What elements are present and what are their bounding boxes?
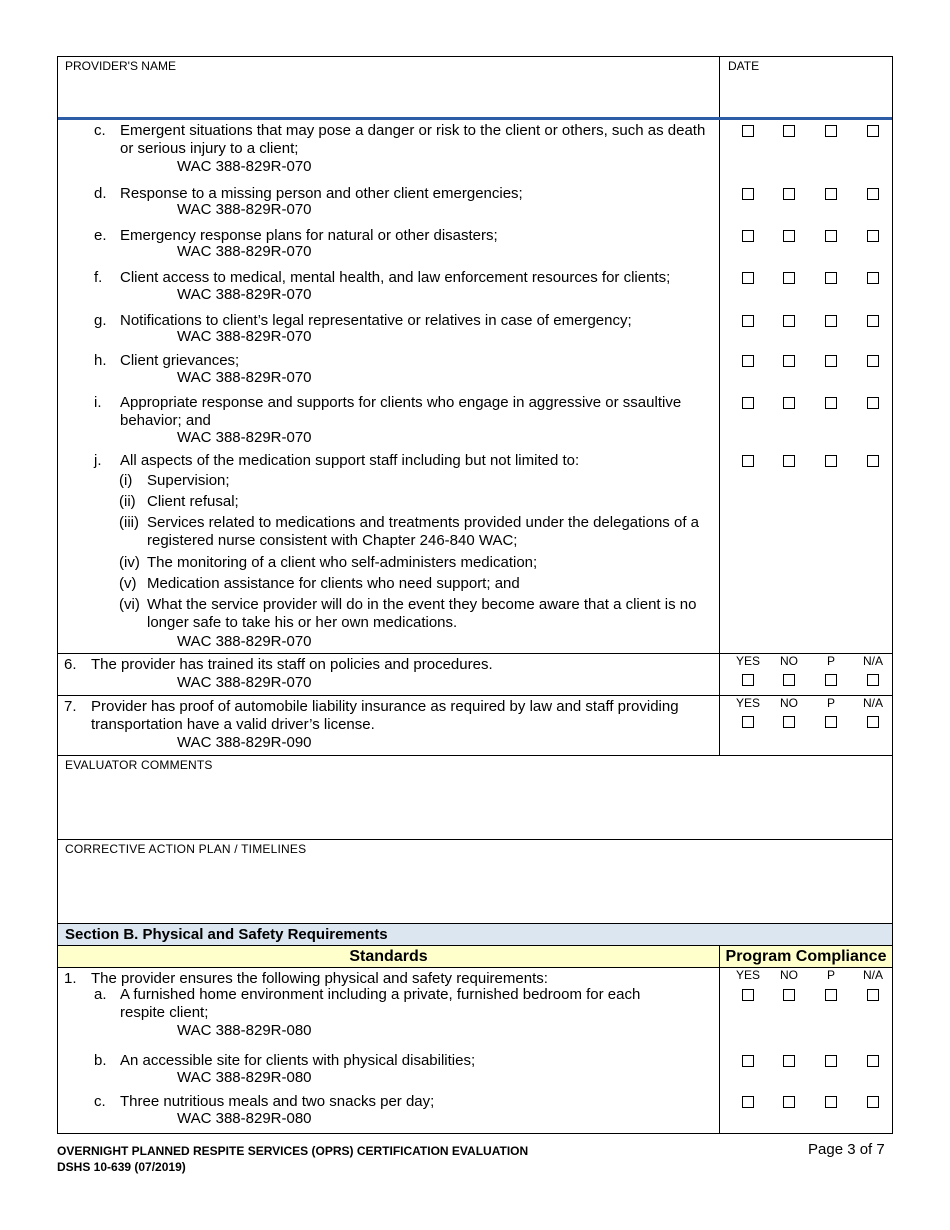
item-text: Response to a missing person and other client emergencies;	[120, 185, 523, 202]
b-item-a-p-checkbox[interactable]	[825, 989, 837, 1001]
evaluator-comments-label: EVALUATOR COMMENTS	[65, 758, 213, 772]
item-h-p-checkbox[interactable]	[825, 355, 837, 367]
item-letter: e.	[94, 227, 107, 244]
item-text: Appropriate response and supports for clients who engage in aggressive or ssaultive behavior; and	[120, 394, 682, 429]
item-i-no-checkbox[interactable]	[783, 397, 795, 409]
b-item-letter: a.	[94, 986, 107, 1003]
item-7-number: 7.	[64, 698, 77, 715]
b-item-1-number: 1.	[64, 970, 77, 987]
b-item-1-col-p: P	[826, 968, 835, 982]
item-text: All aspects of the medication support staff including but not limited to:	[120, 452, 580, 469]
b-item-letter: c.	[94, 1093, 106, 1110]
date-label: DATE	[728, 59, 760, 73]
evaluator-comments-box[interactable]	[58, 755, 892, 839]
item-f-na-checkbox[interactable]	[867, 272, 879, 284]
item-i-p-checkbox[interactable]	[825, 397, 837, 409]
item-7-wac: WAC 388-829R-090	[177, 734, 312, 751]
item-wac: WAC 388-829R-070	[177, 158, 312, 175]
b-item-a-no-checkbox[interactable]	[783, 989, 795, 1001]
item-c-no-checkbox[interactable]	[783, 125, 795, 137]
item-6-col-p: P	[826, 654, 835, 668]
b-item-wac: WAC 388-829R-080	[177, 1110, 312, 1127]
sub-item-number: (ii)	[119, 493, 136, 510]
item-wac: WAC 388-829R-070	[177, 201, 312, 218]
b-item-1-col-no: NO	[780, 968, 798, 982]
b-item-1-col-yes: YES	[735, 968, 760, 982]
b-item-b-no-checkbox[interactable]	[783, 1055, 795, 1067]
item-7-col-yes: YES	[735, 696, 760, 710]
sub-item-text: The monitoring of a client who self-administers medication;	[147, 554, 538, 571]
item-h-na-checkbox[interactable]	[867, 355, 879, 367]
item-h-yes-checkbox[interactable]	[742, 355, 754, 367]
item-e-p-checkbox[interactable]	[825, 230, 837, 242]
item-6-p-checkbox[interactable]	[825, 674, 837, 686]
item-i-na-checkbox[interactable]	[867, 397, 879, 409]
item-d-no-checkbox[interactable]	[783, 188, 795, 200]
standards-header-row	[58, 945, 892, 967]
item-g-no-checkbox[interactable]	[783, 315, 795, 327]
item-e-na-checkbox[interactable]	[867, 230, 879, 242]
section-b-header	[58, 923, 892, 945]
sub-item-text: Services related to medications and treatments provided under the delegations of a registered nurse consistent with Chapter 246-840 WAC;	[147, 514, 699, 549]
item-j-yes-checkbox[interactable]	[742, 455, 754, 467]
item-7-col-p: P	[826, 696, 835, 710]
item-6-col-na: N/A	[862, 654, 883, 668]
item-letter: f.	[94, 269, 103, 286]
section-b-title: Section B. Physical and Safety Requirements	[65, 926, 388, 943]
item-g-p-checkbox[interactable]	[825, 315, 837, 327]
item-e-yes-checkbox[interactable]	[742, 230, 754, 242]
b-item-a-na-checkbox[interactable]	[867, 989, 879, 1001]
item-letter: d.	[94, 185, 107, 202]
b-item-c-na-checkbox[interactable]	[867, 1096, 879, 1108]
footer-title: OVERNIGHT PLANNED RESPITE SERVICES (OPRS) CERTIFICATION EVALUATION	[57, 1144, 529, 1158]
b-item-a-yes-checkbox[interactable]	[742, 989, 754, 1001]
sub-item-text: What the service provider will do in the event they become aware that a client is no longer safe to take his or her own medications.	[147, 596, 697, 631]
item-letter: i.	[94, 394, 102, 411]
b-item-b-na-checkbox[interactable]	[867, 1055, 879, 1067]
b-item-c-p-checkbox[interactable]	[825, 1096, 837, 1108]
page-number: Page 3 of 7	[808, 1141, 885, 1158]
b-item-1-text: The provider ensures the following physical and safety requirements:	[91, 970, 548, 987]
b-item-text: A furnished home environment including a private, furnished bedroom for each respite client;	[120, 986, 641, 1021]
item-letter: c.	[94, 122, 106, 139]
b-item-wac: WAC 388-829R-080	[177, 1022, 312, 1039]
evaluation-form	[57, 56, 893, 1134]
item-c-yes-checkbox[interactable]	[742, 125, 754, 137]
sub-item-number: (vi)	[119, 596, 140, 613]
item-g-yes-checkbox[interactable]	[742, 315, 754, 327]
item-g-na-checkbox[interactable]	[867, 315, 879, 327]
item-text: Emergent situations that may pose a danger or risk to the client or others, such as death or serious injury to a client;	[120, 122, 706, 157]
b-item-wac: WAC 388-829R-080	[177, 1069, 312, 1086]
program-compliance-label: Program Compliance	[725, 948, 887, 965]
item-text: Emergency response plans for natural or other disasters;	[120, 227, 498, 244]
footer-form-id: DSHS 10-639 (07/2019)	[57, 1160, 186, 1174]
item-6-col-yes: YES	[735, 654, 760, 668]
header-row	[58, 57, 892, 117]
item-d-yes-checkbox[interactable]	[742, 188, 754, 200]
b-item-text: An accessible site for clients with physical disabilities;	[120, 1052, 476, 1069]
j-wac: WAC 388-829R-070	[177, 633, 312, 650]
item-7-na-checkbox[interactable]	[867, 716, 879, 728]
b-item-b-p-checkbox[interactable]	[825, 1055, 837, 1067]
corrective-action-box[interactable]	[58, 839, 892, 923]
items-block	[58, 117, 892, 653]
sub-item-number: (i)	[119, 472, 133, 489]
item-text: Client access to medical, mental health, and law enforcement resources for clients;	[120, 269, 671, 286]
standards-label: Standards	[349, 948, 428, 965]
item-6-number: 6.	[64, 656, 77, 673]
corrective-action-label: CORRECTIVE ACTION PLAN / TIMELINES	[65, 842, 307, 856]
item-7-col-na: N/A	[862, 696, 883, 710]
sub-item-text: Client refusal;	[147, 493, 239, 510]
sub-item-number: (iii)	[119, 514, 139, 531]
item-wac: WAC 388-829R-070	[177, 369, 312, 386]
item-text: Client grievances;	[120, 352, 240, 369]
b-item-text: Three nutritious meals and two snacks per day;	[120, 1093, 435, 1110]
item-text: Notifications to client’s legal representative or relatives in case of emergency;	[120, 312, 632, 329]
item-f-p-checkbox[interactable]	[825, 272, 837, 284]
sub-item-text: Supervision;	[147, 472, 230, 489]
item-6-text: The provider has trained its staff on policies and procedures.	[91, 656, 493, 673]
b-item-c-yes-checkbox[interactable]	[742, 1096, 754, 1108]
item-wac: WAC 388-829R-070	[177, 429, 312, 446]
b-item-b-yes-checkbox[interactable]	[742, 1055, 754, 1067]
item-7-text: Provider has proof of automobile liability insurance as required by law and staff providing transportation have a valid driver’s license.	[91, 698, 679, 733]
item-6-row	[58, 653, 892, 695]
b-item-c-no-checkbox[interactable]	[783, 1096, 795, 1108]
item-letter: h.	[94, 352, 107, 369]
item-j-no-checkbox[interactable]	[783, 455, 795, 467]
item-6-yes-checkbox[interactable]	[742, 674, 754, 686]
item-6-wac: WAC 388-829R-070	[177, 674, 312, 691]
sub-item-text: Medication assistance for clients who need support; and	[147, 575, 520, 592]
item-7-row	[58, 695, 892, 755]
item-7-no-checkbox[interactable]	[783, 716, 795, 728]
section-b-items	[58, 967, 892, 1133]
item-e-no-checkbox[interactable]	[783, 230, 795, 242]
item-7-col-no: NO	[780, 696, 798, 710]
item-letter: j.	[94, 452, 102, 469]
item-wac: WAC 388-829R-070	[177, 328, 312, 345]
item-d-na-checkbox[interactable]	[867, 188, 879, 200]
item-f-yes-checkbox[interactable]	[742, 272, 754, 284]
item-7-yes-checkbox[interactable]	[742, 716, 754, 728]
item-d-p-checkbox[interactable]	[825, 188, 837, 200]
item-6-na-checkbox[interactable]	[867, 674, 879, 686]
item-c-p-checkbox[interactable]	[825, 125, 837, 137]
item-wac: WAC 388-829R-070	[177, 286, 312, 303]
sub-item-number: (v)	[119, 575, 137, 592]
item-j-p-checkbox[interactable]	[825, 455, 837, 467]
item-6-col-no: NO	[780, 654, 798, 668]
item-i-yes-checkbox[interactable]	[742, 397, 754, 409]
item-wac: WAC 388-829R-070	[177, 243, 312, 260]
provider-name-label: PROVIDER'S NAME	[65, 59, 176, 73]
item-7-p-checkbox[interactable]	[825, 716, 837, 728]
b-item-1-col-na: N/A	[862, 968, 883, 982]
item-c-na-checkbox[interactable]	[867, 125, 879, 137]
item-letter: g.	[94, 312, 107, 329]
item-f-no-checkbox[interactable]	[783, 272, 795, 284]
item-6-no-checkbox[interactable]	[783, 674, 795, 686]
item-h-no-checkbox[interactable]	[783, 355, 795, 367]
b-item-letter: b.	[94, 1052, 107, 1069]
sub-item-number: (iv)	[119, 554, 140, 571]
item-j-na-checkbox[interactable]	[867, 455, 879, 467]
